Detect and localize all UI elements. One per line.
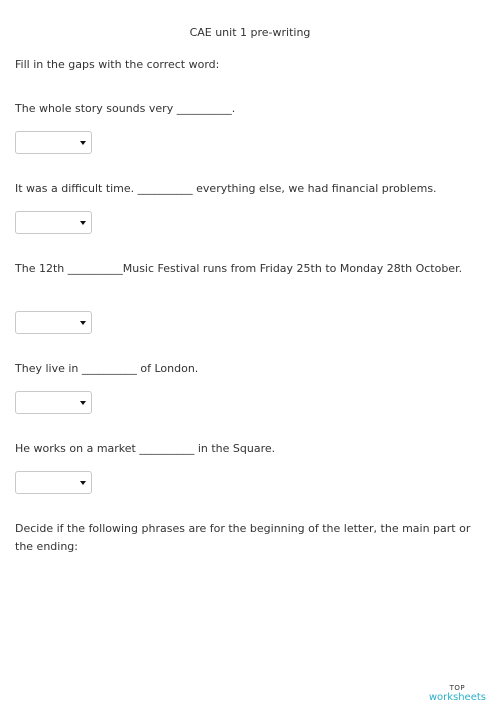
question-4-text: They live in __________ of London. <box>15 362 199 375</box>
chevron-down-icon <box>80 481 86 485</box>
question-1-dropdown[interactable] <box>15 131 92 154</box>
question-5-dropdown[interactable] <box>15 471 92 494</box>
page-title: CAE unit 1 pre-writing <box>189 26 311 39</box>
question-4-dropdown[interactable] <box>15 391 92 414</box>
part2-instruction: Decide if the following phrases are for the beginning of the letter, the main part or the ending: <box>15 522 471 553</box>
chevron-down-icon <box>80 221 86 225</box>
question-1-text: The whole story sounds very __________. <box>15 102 236 115</box>
topworksheets-logo[interactable] <box>429 683 486 703</box>
logo-bottom-text: worksheets <box>428 692 486 703</box>
question-2-dropdown[interactable] <box>15 211 92 234</box>
chevron-down-icon <box>80 401 86 405</box>
question-5-text: He works on a market __________ in the Square. <box>15 442 276 455</box>
question-3-text: The 12th __________Music Festival runs from Friday 25th to Monday 28th October. <box>15 262 463 275</box>
question-3-dropdown[interactable] <box>15 311 92 334</box>
instruction-text: Fill in the gaps with the correct word: <box>15 58 220 71</box>
chevron-down-icon <box>80 141 86 145</box>
chevron-down-icon <box>80 321 86 325</box>
question-2-text: It was a difficult time. __________ everything else, we had financial problems. <box>15 182 437 195</box>
logo-top-text: TOP <box>449 684 466 692</box>
